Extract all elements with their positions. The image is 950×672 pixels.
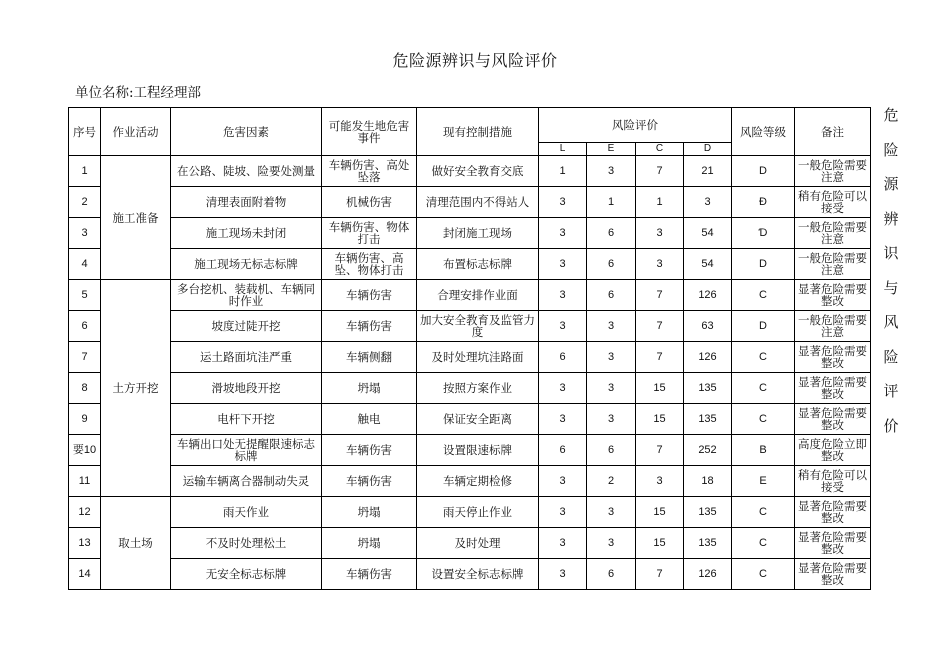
table-row: [69, 311, 871, 342]
cell-measures: 雨天停止作业: [417, 497, 539, 528]
cell-e: 3: [587, 497, 636, 528]
header-note: 备注: [795, 108, 871, 156]
cell-level: C: [732, 280, 795, 311]
cell-note: 一般危险需要注意: [795, 249, 871, 280]
cell-seq: 9: [69, 404, 101, 435]
cell-e: 6: [587, 249, 636, 280]
cell-d: 3: [684, 187, 732, 218]
cell-note: 显著危险需要整改: [795, 342, 871, 373]
cell-hazard: 在公路、陡坡、险要处测量: [171, 156, 322, 187]
cell-c: 7: [636, 342, 684, 373]
cell-l: 3: [539, 528, 587, 559]
cell-hazard: 雨天作业: [171, 497, 322, 528]
unit-name: 单位名称:工程经理部: [75, 85, 202, 101]
cell-c: 7: [636, 559, 684, 590]
table-row: [69, 435, 871, 466]
cell-c: 3: [636, 249, 684, 280]
cell-activity: 土方开挖: [101, 280, 171, 497]
cell-event: 车辆侧翻: [322, 342, 417, 373]
cell-note: 一般危险需要注意: [795, 311, 871, 342]
cell-e: 3: [587, 404, 636, 435]
side-title-char: 与: [883, 278, 899, 297]
table-row: [69, 404, 871, 435]
cell-d: 18: [684, 466, 732, 497]
cell-hazard: 坡度过陡开挖: [171, 311, 322, 342]
cell-hazard: 清理表面附着物: [171, 187, 322, 218]
cell-e: 6: [587, 218, 636, 249]
cell-hazard: 多台挖机、装载机、车辆同时作业: [171, 280, 322, 311]
header-measures: 现有控制措施: [417, 108, 539, 156]
cell-activity: 取土场: [101, 497, 171, 590]
cell-l: 3: [539, 497, 587, 528]
cell-seq: 7: [69, 342, 101, 373]
cell-measures: 按照方案作业: [417, 373, 539, 404]
cell-seq: 14: [69, 559, 101, 590]
cell-level: D: [732, 249, 795, 280]
cell-seq: 1: [69, 156, 101, 187]
cell-c: 7: [636, 435, 684, 466]
cell-hazard: 施工现场未封闭: [171, 218, 322, 249]
cell-event: 机械伤害: [322, 187, 417, 218]
cell-note: 一般危险需要注意: [795, 156, 871, 187]
cell-l: 1: [539, 156, 587, 187]
cell-note: 高度危险立即整改: [795, 435, 871, 466]
table-row: [69, 559, 871, 590]
cell-note: 稍有危险可以接受: [795, 187, 871, 218]
cell-d: 126: [684, 559, 732, 590]
cell-d: 135: [684, 404, 732, 435]
cell-event: 车辆伤害: [322, 559, 417, 590]
cell-seq: 3: [69, 218, 101, 249]
cell-seq: 8: [69, 373, 101, 404]
cell-l: 3: [539, 187, 587, 218]
cell-seq: 2: [69, 187, 101, 218]
header-hazard: 危害因素: [171, 108, 322, 156]
cell-e: 6: [587, 435, 636, 466]
cell-hazard: 不及时处理松土: [171, 528, 322, 559]
cell-level: D: [732, 311, 795, 342]
cell-c: 15: [636, 497, 684, 528]
cell-level: C: [732, 559, 795, 590]
header-c: C: [636, 143, 684, 156]
cell-hazard: 车辆出口处无提醒限速标志标牌: [171, 435, 322, 466]
header-event: 可能发生地危害事件: [322, 108, 417, 156]
table-row: [69, 280, 871, 311]
cell-note: 显著危险需要整改: [795, 559, 871, 590]
cell-d: 135: [684, 528, 732, 559]
cell-event: 车辆伤害: [322, 280, 417, 311]
side-title-char: 源: [883, 175, 899, 193]
cell-level: C: [732, 404, 795, 435]
cell-d: 54: [684, 249, 732, 280]
cell-e: 3: [587, 156, 636, 187]
table-row: [69, 187, 871, 218]
cell-note: 一般危险需要注意: [795, 218, 871, 249]
cell-c: 3: [636, 218, 684, 249]
cell-level: C: [732, 528, 795, 559]
table-row: [69, 497, 871, 528]
side-title-char: 风: [883, 313, 899, 331]
cell-l: 3: [539, 249, 587, 280]
table-row: [69, 373, 871, 404]
cell-level: C: [732, 342, 795, 373]
side-title-char: 险: [883, 140, 899, 159]
cell-hazard: 无安全标志标牌: [171, 559, 322, 590]
cell-measures: 车辆定期检修: [417, 466, 539, 497]
cell-d: 126: [684, 280, 732, 311]
cell-seq: 12: [69, 497, 101, 528]
side-title: [880, 103, 902, 448]
cell-note: 显著危险需要整改: [795, 528, 871, 559]
cell-seq: 5: [69, 280, 101, 311]
cell-note: 显著危险需要整改: [795, 280, 871, 311]
cell-level: Ɗ: [732, 218, 795, 249]
cell-seq: 6: [69, 311, 101, 342]
cell-l: 6: [539, 435, 587, 466]
header-level: 风险等级: [732, 108, 795, 156]
cell-event: 坍塌: [322, 497, 417, 528]
cell-level: B: [732, 435, 795, 466]
side-title-char: 价: [883, 416, 899, 435]
table-row: [69, 218, 871, 249]
cell-l: 3: [539, 559, 587, 590]
cell-level: C: [732, 373, 795, 404]
cell-event: 车辆伤害: [322, 435, 417, 466]
cell-hazard: 施工现场无标志标牌: [171, 249, 322, 280]
header-activity: 作业活动: [101, 108, 171, 156]
cell-e: 2: [587, 466, 636, 497]
cell-c: 7: [636, 280, 684, 311]
cell-measures: 合理安排作业面: [417, 280, 539, 311]
cell-level: D: [732, 156, 795, 187]
cell-measures: 及时处理: [417, 528, 539, 559]
cell-measures: 做好安全教育交底: [417, 156, 539, 187]
cell-c: 15: [636, 373, 684, 404]
cell-e: 3: [587, 311, 636, 342]
cell-seq: 13: [69, 528, 101, 559]
cell-seq: 4: [69, 249, 101, 280]
cell-hazard: 电杆下开挖: [171, 404, 322, 435]
cell-note: 显著危险需要整改: [795, 404, 871, 435]
cell-c: 1: [636, 187, 684, 218]
cell-measures: 设置限速标牌: [417, 435, 539, 466]
cell-c: 7: [636, 311, 684, 342]
cell-level: C: [732, 497, 795, 528]
table-row: [69, 342, 871, 373]
cell-event: 车辆伤害、高处坠落: [322, 156, 417, 187]
cell-d: 54: [684, 218, 732, 249]
cell-c: 7: [636, 156, 684, 187]
table-row: [69, 156, 871, 187]
cell-level: E: [732, 466, 795, 497]
cell-l: 3: [539, 218, 587, 249]
cell-hazard: 滑坡地段开挖: [171, 373, 322, 404]
cell-measures: 及时处理坑洼路面: [417, 342, 539, 373]
cell-e: 3: [587, 342, 636, 373]
header-e: E: [587, 143, 636, 156]
cell-d: 63: [684, 311, 732, 342]
cell-d: 126: [684, 342, 732, 373]
cell-measures: 布置标志标牌: [417, 249, 539, 280]
cell-l: 6: [539, 342, 587, 373]
page-title: 危险源辨识与风险评价: [392, 51, 558, 70]
cell-event: 车辆伤害、高坠、物体打击: [322, 249, 417, 280]
cell-measures: 清理范围内不得站人: [417, 187, 539, 218]
cell-measures: 封闭施工现场: [417, 218, 539, 249]
header-d: D: [684, 143, 732, 156]
cell-e: 3: [587, 528, 636, 559]
cell-l: 3: [539, 466, 587, 497]
cell-measures: 加大安全教育及监管力度: [417, 311, 539, 342]
cell-event: 坍塌: [322, 528, 417, 559]
cell-l: 3: [539, 404, 587, 435]
cell-event: 车辆伤害: [322, 311, 417, 342]
cell-e: 6: [587, 280, 636, 311]
cell-activity: 施工准备: [101, 156, 171, 280]
cell-note: 显著危险需要整改: [795, 497, 871, 528]
table-row: [69, 466, 871, 497]
cell-l: 3: [539, 373, 587, 404]
header-l: L: [539, 143, 587, 156]
cell-event: 触电: [322, 404, 417, 435]
side-title-char: 危: [883, 106, 899, 124]
cell-seq: 要10: [69, 435, 101, 466]
cell-c: 3: [636, 466, 684, 497]
side-title-char: 险: [883, 347, 899, 366]
cell-l: 3: [539, 280, 587, 311]
table-row: [69, 249, 871, 280]
cell-e: 3: [587, 373, 636, 404]
cell-hazard: 运输车辆离合器制动失灵: [171, 466, 322, 497]
side-title-char: 识: [883, 244, 899, 262]
cell-e: 6: [587, 559, 636, 590]
header-seq: 序号: [69, 108, 101, 156]
cell-e: 1: [587, 187, 636, 218]
side-title-char: 评: [883, 382, 899, 400]
cell-c: 15: [636, 404, 684, 435]
cell-d: 252: [684, 435, 732, 466]
side-title-char: 辨: [883, 209, 899, 228]
cell-c: 15: [636, 528, 684, 559]
cell-measures: 设置安全标志标牌: [417, 559, 539, 590]
cell-note: 显著危险需要整改: [795, 373, 871, 404]
cell-seq: 11: [69, 466, 101, 497]
cell-event: 车辆伤害、物体打击: [322, 218, 417, 249]
header-risk-eval: 风险评价: [539, 108, 732, 143]
cell-event: 坍塌: [322, 373, 417, 404]
table-row: [69, 528, 871, 559]
cell-d: 135: [684, 497, 732, 528]
cell-d: 21: [684, 156, 732, 187]
cell-note: 稍有危险可以接受: [795, 466, 871, 497]
cell-hazard: 运土路面坑洼严重: [171, 342, 322, 373]
cell-level: Ð: [732, 187, 795, 218]
cell-event: 车辆伤害: [322, 466, 417, 497]
cell-d: 135: [684, 373, 732, 404]
risk-table: [68, 107, 871, 590]
cell-l: 3: [539, 311, 587, 342]
cell-measures: 保证安全距离: [417, 404, 539, 435]
